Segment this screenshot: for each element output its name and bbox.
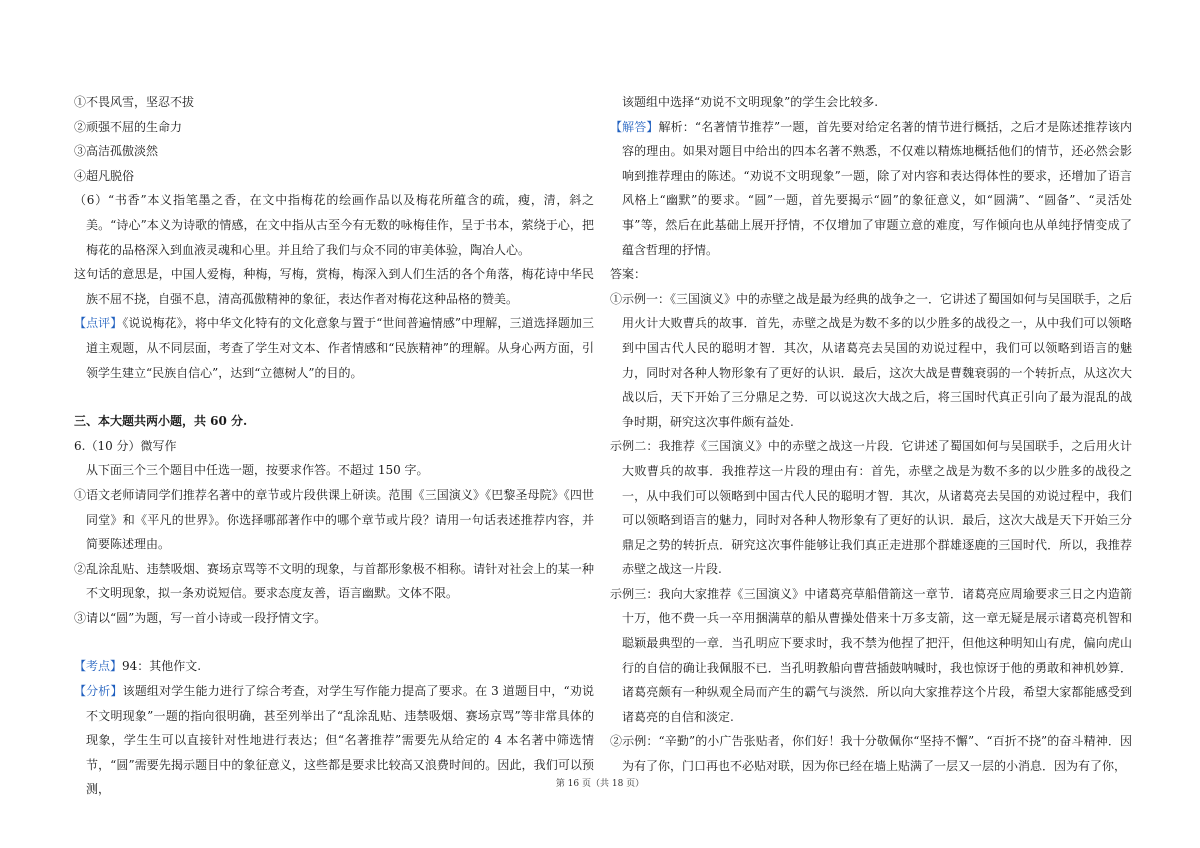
jieda-tag: 【解答】: [610, 119, 659, 134]
kaodian-tag: 【考点】: [74, 659, 123, 674]
kaodian-text: 94：其他作文.: [122, 659, 202, 674]
answer-label: 答案：: [610, 267, 647, 282]
example-2: 示例二：我推荐《三国演义》中的赤壁之战这一片段．它讲述了蜀国如何与吴国联手，之后用火计大败曹兵的故事．我推荐这一片段的理由有：首先，赤壁之战是为数不多的以少胜多的战役之一，从中我们可以领略到中国古代人民的聪明才智．其次，从诸葛亮去吴国的劝说过程中，我们可以领略到语言的魅力，同时对各种人物形象有了更好的认识．最后，这次大战是天下开始三分鼎足之势的转折点．研究这次事件能够让我们真正走进那个群雄逐鹿的三国时代．所以，我推荐赤壁之战这一片段.: [610, 439, 1132, 577]
page-footer: 第 16 页（共 18 页）: [555, 779, 645, 789]
question-6b-intro: 从下面三个三个题目中任选一题，按要求作答。不超过 150 字。: [86, 463, 429, 478]
task-2: ②乱涂乱贴、违禁吸烟、赛场京骂等不文明的现象，与首都形象极不相称。请针对社会上的某一种不文明现象，拟一条劝说短信。要求态度友善，语言幽默。文体不限。: [74, 561, 594, 601]
example-4: ②示例：“辛勤”的小广告张贴者，你们好！我十分敬佩你“坚持不懈”、“百折不挠”的奋斗精神．因为有了你，门口再也不必贴对联，因为你已经在墙上贴满了一层又一层的小消息．因为有了你，: [610, 734, 1132, 774]
section-3-heading: 三、本大题共两小题，共 60 分.: [74, 414, 248, 429]
question-6-answer: （6）“书香”本义指笔墨之香，在文中指梅花的绘画作品以及梅花所蕴含的疏，瘦，清，斜之美。“诗心”本义为诗歌的情感，在文中指从古至今有无数的咏梅佳作，呈于书本，萦绕于心，把梅花的品格深入到血液灵魂和心里。并且给了我们与众不同的审美体验，陶冶人心。: [74, 193, 594, 257]
option-1: ①不畏风雪，坚忍不拔: [74, 95, 195, 109]
review-tag: 【点评】: [74, 316, 123, 331]
option-3: ③高洁孤傲淡然: [74, 144, 159, 159]
continuation-text: 该题组中选择“劝说不文明现象”的学生会比较多.: [622, 95, 879, 109]
kaodian-paragraph: [74, 654, 594, 679]
review-paragraph: [74, 311, 594, 385]
right-column: [610, 90, 1132, 779]
fenxi-tag: 【分析】: [74, 684, 123, 699]
example-1: ①示例一：《三国演义》中的赤壁之战是最为经典的战争之一．它讲述了蜀国如何与吴国联手，之后用火计大败曹兵的故事．首先，赤壁之战是为数不多的以少胜多的战役之一，从中我们可以领略到中国古代人民的聪明才智．其次，从诸葛亮去吴国的劝说过程中，我们可以领略到语言的魅力，同时对各种人物形象有了更好的认识．最后，这次大战是曹魏衰弱的一个转折点，从这次大战以后，天下开始了三分鼎足之势．可以说这次大战之后，将三国时代真正引向了最为混乱的战争时期，研究这次事件颇有益处.: [610, 291, 1133, 429]
fenxi-text: 该题组对学生能力进行了综合考查，对学生写作能力提高了要求。在 3 道题目中，“劝说不文明现象”一题的指向很明确，甚至列举出了“乱涂乱贴、违禁吸烟、赛场京骂”等非常具体的现象，学生生可以直接针对性地进行表达；但“名著推荐”需要先从给定的 4 本名著中筛选情节，“圆”需要先揭示题目中的象征意义，这些都是要求比较高又浪费时间的。因此，我们可以预测，: [86, 684, 594, 797]
example-3: 示例三：我向大家推荐《三国演义》中诸葛亮草船借箭这一章节．诸葛亮应周瑜要求三日之内造箭十万，他不费一兵一卒用捆满草的船从曹操处借来十万多支箭，这一章无疑是展示诸葛亮机智和聪颖最典型的一章．当孔明应下要求时，我不禁为他捏了把汗，但他这种明知山有虎，偏向虎山行的自信的确让我佩服不已．当孔明教船向曹营插鼓呐喊时，我也惊讶于他的勇敢和神机妙算．诸葛亮颇有一种纵观全局而产生的霸气与淡然．所以向大家推荐这个片段，希望大家都能感受到诸葛亮的自信和淡定.: [610, 586, 1132, 724]
option-2: ②顽强不屈的生命力: [74, 119, 183, 134]
task-1: ①语文老师请同学们推荐名著中的章节或片段供课上研读。范围《三国演义》《巴黎圣母院》《四世同堂》和《平凡的世界》。你选择哪部著作中的哪个章节或片段？请用一句话表述推荐内容，并简要陈述理由。: [74, 487, 594, 552]
question-6b-title: 6.（10 分）微写作: [74, 438, 177, 453]
option-4: ④超凡脱俗: [74, 168, 135, 183]
task-3: ③请以“圆”为题，写一首小诗或一段抒情文字。: [74, 610, 327, 625]
jieda-paragraph: [610, 115, 1132, 263]
review-text: 《说说梅花》，将中华文化特有的文化意象与置于“世间普遍情感”中理解，三道选择题加三道主观题，从不同层面，考查了学生对文本、作者情感和“民族精神”的理解。从身心两方面，引领学生建立“民族自信心”，达到“立德树人”的目的。: [86, 316, 594, 380]
left-column: [74, 90, 594, 802]
jieda-text: 解析：“名著情节推荐”一题，首先要对给定名著的情节进行概括，之后才是陈述推荐该内容的理由。如果对题目中给出的四本名著不熟悉，不仅难以精炼地概括他们的情节，还必然会影响到推荐理由的陈述。“劝说不文明现象”一题，除了对内容和表达得体性的要求，还增加了语言风格上“幽默”的要求。“圆”一题，首先要揭示“圆”的象征意义，如“圆满”、“圆备”、“灵活处事”等，然后在此基础上展开抒情，不仅增加了审题立意的难度，写作倾向也从单纯抒情变成了蕴含哲理的抒情。: [622, 119, 1132, 257]
meaning-paragraph: 这句话的意思是，中国人爱梅，种梅，写梅，赏梅，梅深入到人们生活的各个角落，梅花诗中华民族不屈不挠，自强不息，清高孤傲精神的象征，表达作者对梅花这种品格的赞美。: [74, 267, 594, 306]
